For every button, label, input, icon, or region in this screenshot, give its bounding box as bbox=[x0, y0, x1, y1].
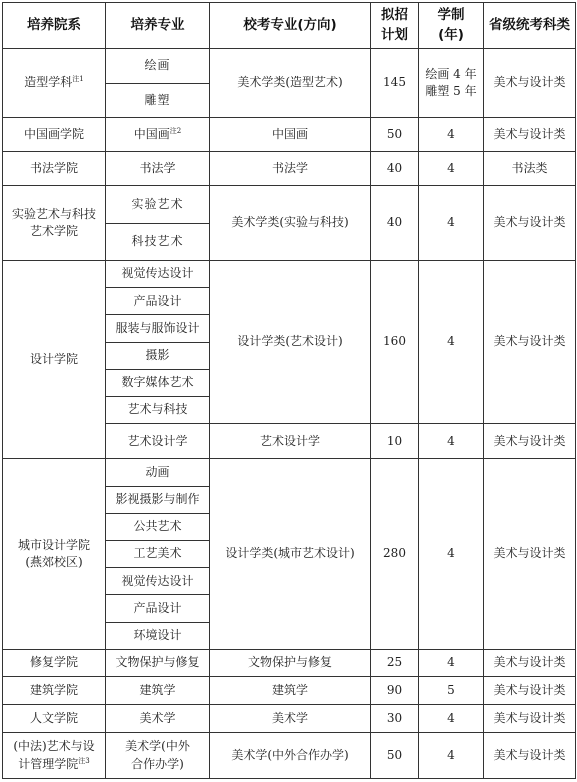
major-cell: 数字媒体艺术 bbox=[106, 369, 210, 396]
years-cell: 绘画 4 年 雕塑 5 年 bbox=[419, 49, 484, 118]
exam-major-cell: 建筑学 bbox=[210, 677, 371, 705]
major-cell: 摄影 bbox=[106, 342, 210, 369]
college-cell: (中法)艺术与设 计管理学院$^{注3}$ bbox=[3, 733, 106, 779]
major-cell: 中国画$^{注2}$ bbox=[106, 117, 210, 151]
exam-major-cell: 艺术设计学 bbox=[210, 424, 371, 459]
table-row bbox=[3, 152, 576, 186]
exam-major-cell: 设计学类(艺术设计) bbox=[210, 260, 371, 423]
years-cell: 4 bbox=[419, 705, 484, 733]
table-row bbox=[3, 677, 576, 705]
major-cell: 艺术与科技 bbox=[106, 396, 210, 423]
major-cell: 环境设计 bbox=[106, 622, 210, 649]
major-cell: 雕塑 bbox=[106, 83, 210, 117]
plan-cell: 40 bbox=[371, 152, 419, 186]
major-cell: 公共艺术 bbox=[106, 513, 210, 540]
major-cell: 产品设计 bbox=[106, 288, 210, 315]
major-cell: 科技艺术 bbox=[106, 223, 210, 260]
years-cell: 4 bbox=[419, 424, 484, 459]
college-cell: 实验艺术与科技 艺术学院 bbox=[3, 186, 106, 261]
table-row bbox=[3, 649, 576, 676]
plan-cell: 40 bbox=[371, 186, 419, 261]
major-cell: 文物保护与修复 bbox=[106, 649, 210, 676]
years-cell: 4 bbox=[419, 186, 484, 261]
major-cell: 建筑学 bbox=[106, 677, 210, 705]
college-cell: 修复学院 bbox=[3, 649, 106, 676]
header-major: 培养专业 bbox=[106, 3, 210, 49]
college-cell: 人文学院 bbox=[3, 705, 106, 733]
table-row bbox=[3, 49, 576, 83]
province-cell: 美术与设计类 bbox=[484, 186, 576, 261]
college-cell: 造型学科$^{注1}$ bbox=[3, 49, 106, 118]
years-cell: 4 bbox=[419, 152, 484, 186]
header-college: 培养院系 bbox=[3, 3, 106, 49]
table-row bbox=[3, 705, 576, 733]
major-cell: 书法学 bbox=[106, 152, 210, 186]
header-years: 学制 (年) bbox=[419, 3, 484, 49]
exam-major-cell: 美术学 bbox=[210, 705, 371, 733]
plan-cell: 50 bbox=[371, 733, 419, 779]
plan-cell: 10 bbox=[371, 424, 419, 459]
major-cell: 产品设计 bbox=[106, 595, 210, 622]
college-cell: 设计学院 bbox=[3, 260, 106, 458]
years-cell: 4 bbox=[419, 649, 484, 676]
major-cell: 服装与服饰设计 bbox=[106, 315, 210, 342]
major-cell: 绘画 bbox=[106, 49, 210, 83]
province-cell: 书法类 bbox=[484, 152, 576, 186]
province-cell: 美术与设计类 bbox=[484, 117, 576, 151]
major-cell: 视觉传达设计 bbox=[106, 568, 210, 595]
major-cell: 视觉传达设计 bbox=[106, 260, 210, 287]
major-cell: 工艺美术 bbox=[106, 541, 210, 568]
plan-cell: 145 bbox=[371, 49, 419, 118]
major-cell: 动画 bbox=[106, 459, 210, 486]
plan-cell: 90 bbox=[371, 677, 419, 705]
major-cell: 影视摄影与制作 bbox=[106, 486, 210, 513]
years-cell: 4 bbox=[419, 733, 484, 779]
major-cell: 实验艺术 bbox=[106, 186, 210, 223]
college-cell: 书法学院 bbox=[3, 152, 106, 186]
footnote-mark: 注2 bbox=[169, 126, 182, 135]
years-cell: 4 bbox=[419, 117, 484, 151]
province-cell: 美术与设计类 bbox=[484, 733, 576, 779]
province-cell: 美术与设计类 bbox=[484, 49, 576, 118]
years-cell: 5 bbox=[419, 677, 484, 705]
table-row bbox=[3, 186, 576, 223]
table-row bbox=[3, 117, 576, 151]
header-row bbox=[3, 3, 576, 49]
header-exam-major: 校考专业(方向) bbox=[210, 3, 371, 49]
table-row bbox=[3, 260, 576, 287]
exam-major-cell: 中国画 bbox=[210, 117, 371, 151]
plan-cell: 160 bbox=[371, 260, 419, 423]
province-cell: 美术与设计类 bbox=[484, 459, 576, 649]
exam-major-cell: 美术学类(实验与科技) bbox=[210, 186, 371, 261]
plan-cell: 280 bbox=[371, 459, 419, 649]
table-row bbox=[3, 459, 576, 486]
major-cell: 美术学(中外 合作办学) bbox=[106, 733, 210, 779]
plan-cell: 50 bbox=[371, 117, 419, 151]
province-cell: 美术与设计类 bbox=[484, 677, 576, 705]
province-cell: 美术与设计类 bbox=[484, 705, 576, 733]
footnote-mark: 注1 bbox=[72, 75, 84, 84]
exam-major-cell: 书法学 bbox=[210, 152, 371, 186]
exam-major-cell: 美术学类(造型艺术) bbox=[210, 49, 371, 118]
college-cell: 城市设计学院 (燕郊校区) bbox=[3, 459, 106, 649]
admission-plan-table bbox=[2, 2, 576, 779]
province-cell: 美术与设计类 bbox=[484, 649, 576, 676]
years-cell: 4 bbox=[419, 459, 484, 649]
exam-major-cell: 美术学(中外合作办学) bbox=[210, 733, 371, 779]
college-cell: 中国画学院 bbox=[3, 117, 106, 151]
plan-cell: 30 bbox=[371, 705, 419, 733]
header-province-exam: 省级统考科类 bbox=[484, 3, 576, 49]
exam-major-cell: 设计学类(城市艺术设计) bbox=[210, 459, 371, 649]
header-plan: 拟招 计划 bbox=[371, 3, 419, 49]
years-cell: 4 bbox=[419, 260, 484, 423]
major-cell: 美术学 bbox=[106, 705, 210, 733]
major-cell: 艺术设计学 bbox=[106, 424, 210, 459]
province-cell: 美术与设计类 bbox=[484, 260, 576, 423]
college-cell: 建筑学院 bbox=[3, 677, 106, 705]
province-cell: 美术与设计类 bbox=[484, 424, 576, 459]
plan-cell: 25 bbox=[371, 649, 419, 676]
footnote-mark: 注3 bbox=[78, 756, 90, 765]
table-row bbox=[3, 733, 576, 779]
exam-major-cell: 文物保护与修复 bbox=[210, 649, 371, 676]
